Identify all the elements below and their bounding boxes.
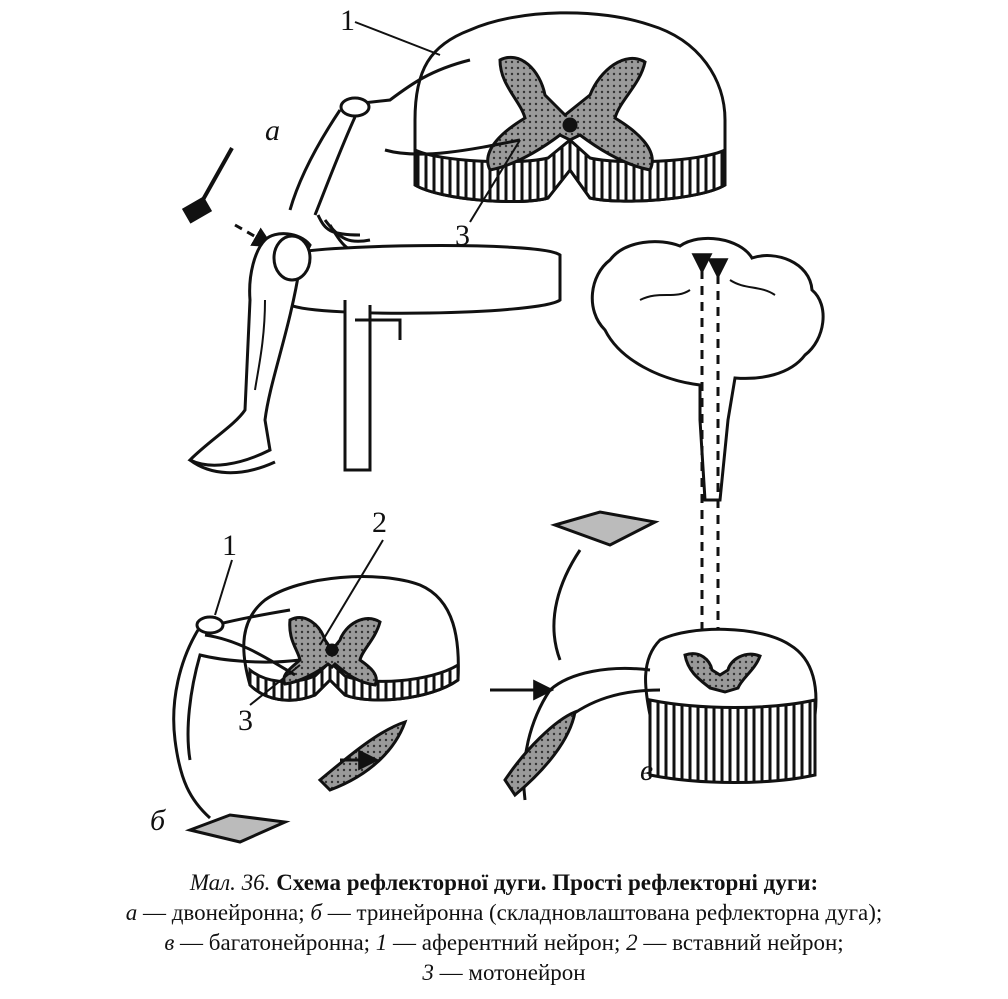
label-v: в [640, 754, 654, 787]
label-b: б [150, 804, 166, 837]
caption-segment: — двонейронна; [137, 900, 311, 925]
caption-segment: — аферентний нейрон; [387, 930, 627, 955]
label-1-panel-b: 1 [222, 529, 237, 562]
caption-line-2 [0, 898, 1008, 928]
caption-segment: — тринейронна (складновлаштована рефлекторна дуга); [321, 900, 883, 925]
label-3-panel-b: 3 [238, 704, 253, 737]
spinal-cord-section-v [646, 629, 816, 782]
label-2-panel-b: 2 [372, 506, 387, 539]
caption-segment: — вставний нейрон; [637, 930, 844, 955]
caption-segment: 3 [422, 960, 434, 985]
caption-segment: — мотонейрон [433, 960, 586, 985]
figure-caption [0, 868, 1008, 988]
caption-segment: 1 [375, 930, 388, 955]
brain-outline [592, 238, 823, 500]
label-3-panel-a: 3 [455, 219, 470, 252]
caption-figure-number: Мал. 36. [189, 870, 271, 895]
caption-line-3 [0, 928, 1008, 958]
caption-segment: — багатонейронна; [174, 930, 376, 955]
label-a: а [265, 114, 280, 147]
caption-title-line [0, 868, 1008, 898]
caption-segment: б [310, 900, 322, 925]
label-1-panel-a: 1 [340, 4, 355, 37]
caption-line-4 [0, 958, 1008, 988]
caption-segment: а [125, 900, 138, 925]
spinal-cord-section-a [415, 13, 725, 202]
panel-b-three-neuron-arc [174, 577, 459, 842]
caption-title: Схема рефлекторної дуги. Прості рефлекторні дуги: [276, 870, 819, 895]
caption-segment: в [164, 930, 175, 955]
caption-segment: 2 [626, 930, 638, 955]
panel-v-multi-neuron-arc [490, 238, 823, 800]
